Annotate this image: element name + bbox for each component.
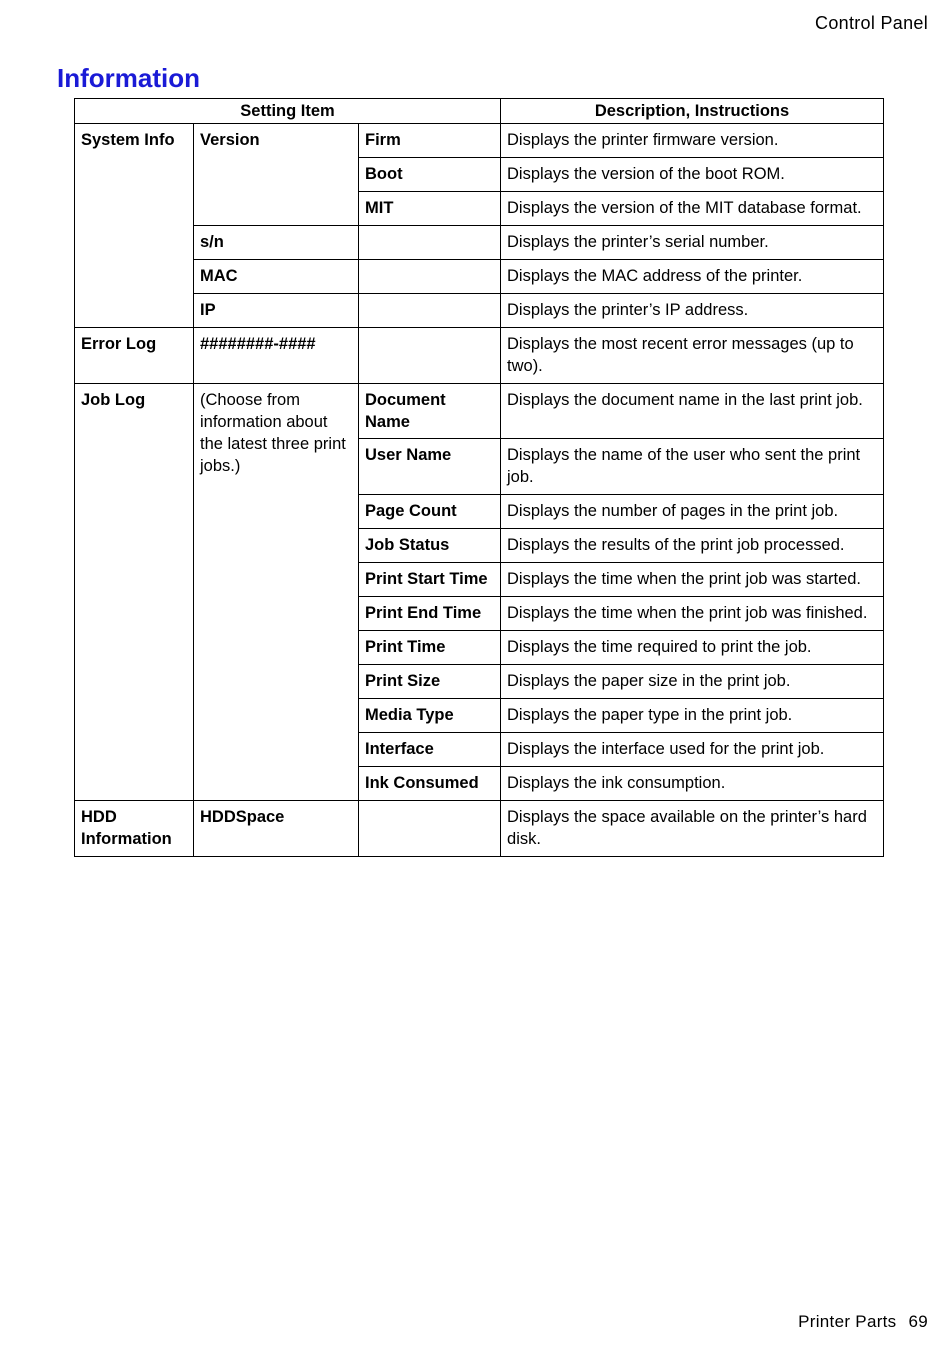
page-footer <box>798 1312 928 1332</box>
empty-cell <box>359 328 501 384</box>
information-table <box>74 98 884 857</box>
job-item-description: Displays the name of the user who sent the print job. <box>501 439 884 495</box>
mit-label: MIT <box>359 192 501 226</box>
table-row <box>75 294 884 328</box>
job-log-note: (Choose from information about the latest three print jobs.) <box>194 384 359 801</box>
empty-cell <box>359 801 501 857</box>
job-item-description: Displays the interface used for the print job. <box>501 733 884 767</box>
job-item-label: Media Type <box>359 699 501 733</box>
job-item-label: User Name <box>359 439 501 495</box>
ip-label: IP <box>194 294 359 328</box>
job-item-description: Displays the paper size in the print job. <box>501 665 884 699</box>
job-item-label: Ink Consumed <box>359 767 501 801</box>
mit-description: Displays the version of the MIT database format. <box>501 192 884 226</box>
sn-label: s/n <box>194 226 359 260</box>
sn-description: Displays the printer’s serial number. <box>501 226 884 260</box>
table-row <box>75 328 884 384</box>
system-info-label: System Info <box>75 124 194 328</box>
job-item-description: Displays the time when the print job was started. <box>501 563 884 597</box>
job-item-description: Displays the time required to print the job. <box>501 631 884 665</box>
header-setting-item: Setting Item <box>75 99 501 124</box>
job-item-label: Interface <box>359 733 501 767</box>
job-item-label: Print Start Time <box>359 563 501 597</box>
job-item-description: Displays the document name in the last print job. <box>501 384 884 439</box>
boot-description: Displays the version of the boot ROM. <box>501 158 884 192</box>
page-number: 69 <box>908 1312 928 1331</box>
section-title: Information <box>57 63 200 93</box>
table-row <box>75 384 884 439</box>
footer-chapter: Printer Parts <box>798 1312 897 1331</box>
boot-label: Boot <box>359 158 501 192</box>
error-code: ########-#### <box>194 328 359 384</box>
job-item-label: Print End Time <box>359 597 501 631</box>
error-log-label: Error Log <box>75 328 194 384</box>
job-item-description: Displays the number of pages in the print job. <box>501 495 884 529</box>
empty-cell <box>359 226 501 260</box>
job-item-label: Page Count <box>359 495 501 529</box>
empty-cell <box>359 260 501 294</box>
table-row <box>75 260 884 294</box>
firm-description: Displays the printer firmware version. <box>501 124 884 158</box>
running-header: Control Panel <box>815 13 928 33</box>
error-log-description: Displays the most recent error messages (up to two). <box>501 328 884 384</box>
job-item-description: Displays the ink consumption. <box>501 767 884 801</box>
hdd-space-description: Displays the space available on the printer’s hard disk. <box>501 801 884 857</box>
table-row <box>75 124 884 158</box>
mac-description: Displays the MAC address of the printer. <box>501 260 884 294</box>
version-label: Version <box>194 124 359 226</box>
ip-description: Displays the printer’s IP address. <box>501 294 884 328</box>
table-row <box>75 801 884 857</box>
empty-cell <box>359 294 501 328</box>
table-header-row <box>75 99 884 124</box>
mac-label: MAC <box>194 260 359 294</box>
job-item-description: Displays the paper type in the print job. <box>501 699 884 733</box>
job-item-label: Print Time <box>359 631 501 665</box>
job-item-label: Job Status <box>359 529 501 563</box>
job-item-description: Displays the time when the print job was finished. <box>501 597 884 631</box>
job-item-label: Document Name <box>359 384 501 439</box>
job-item-description: Displays the results of the print job processed. <box>501 529 884 563</box>
table-row <box>75 226 884 260</box>
header-description: Description, Instructions <box>501 99 884 124</box>
firm-label: Firm <box>359 124 501 158</box>
hdd-info-label: HDD Information <box>75 801 194 857</box>
hdd-space-label: HDDSpace <box>194 801 359 857</box>
job-item-label: Print Size <box>359 665 501 699</box>
job-log-label: Job Log <box>75 384 194 801</box>
